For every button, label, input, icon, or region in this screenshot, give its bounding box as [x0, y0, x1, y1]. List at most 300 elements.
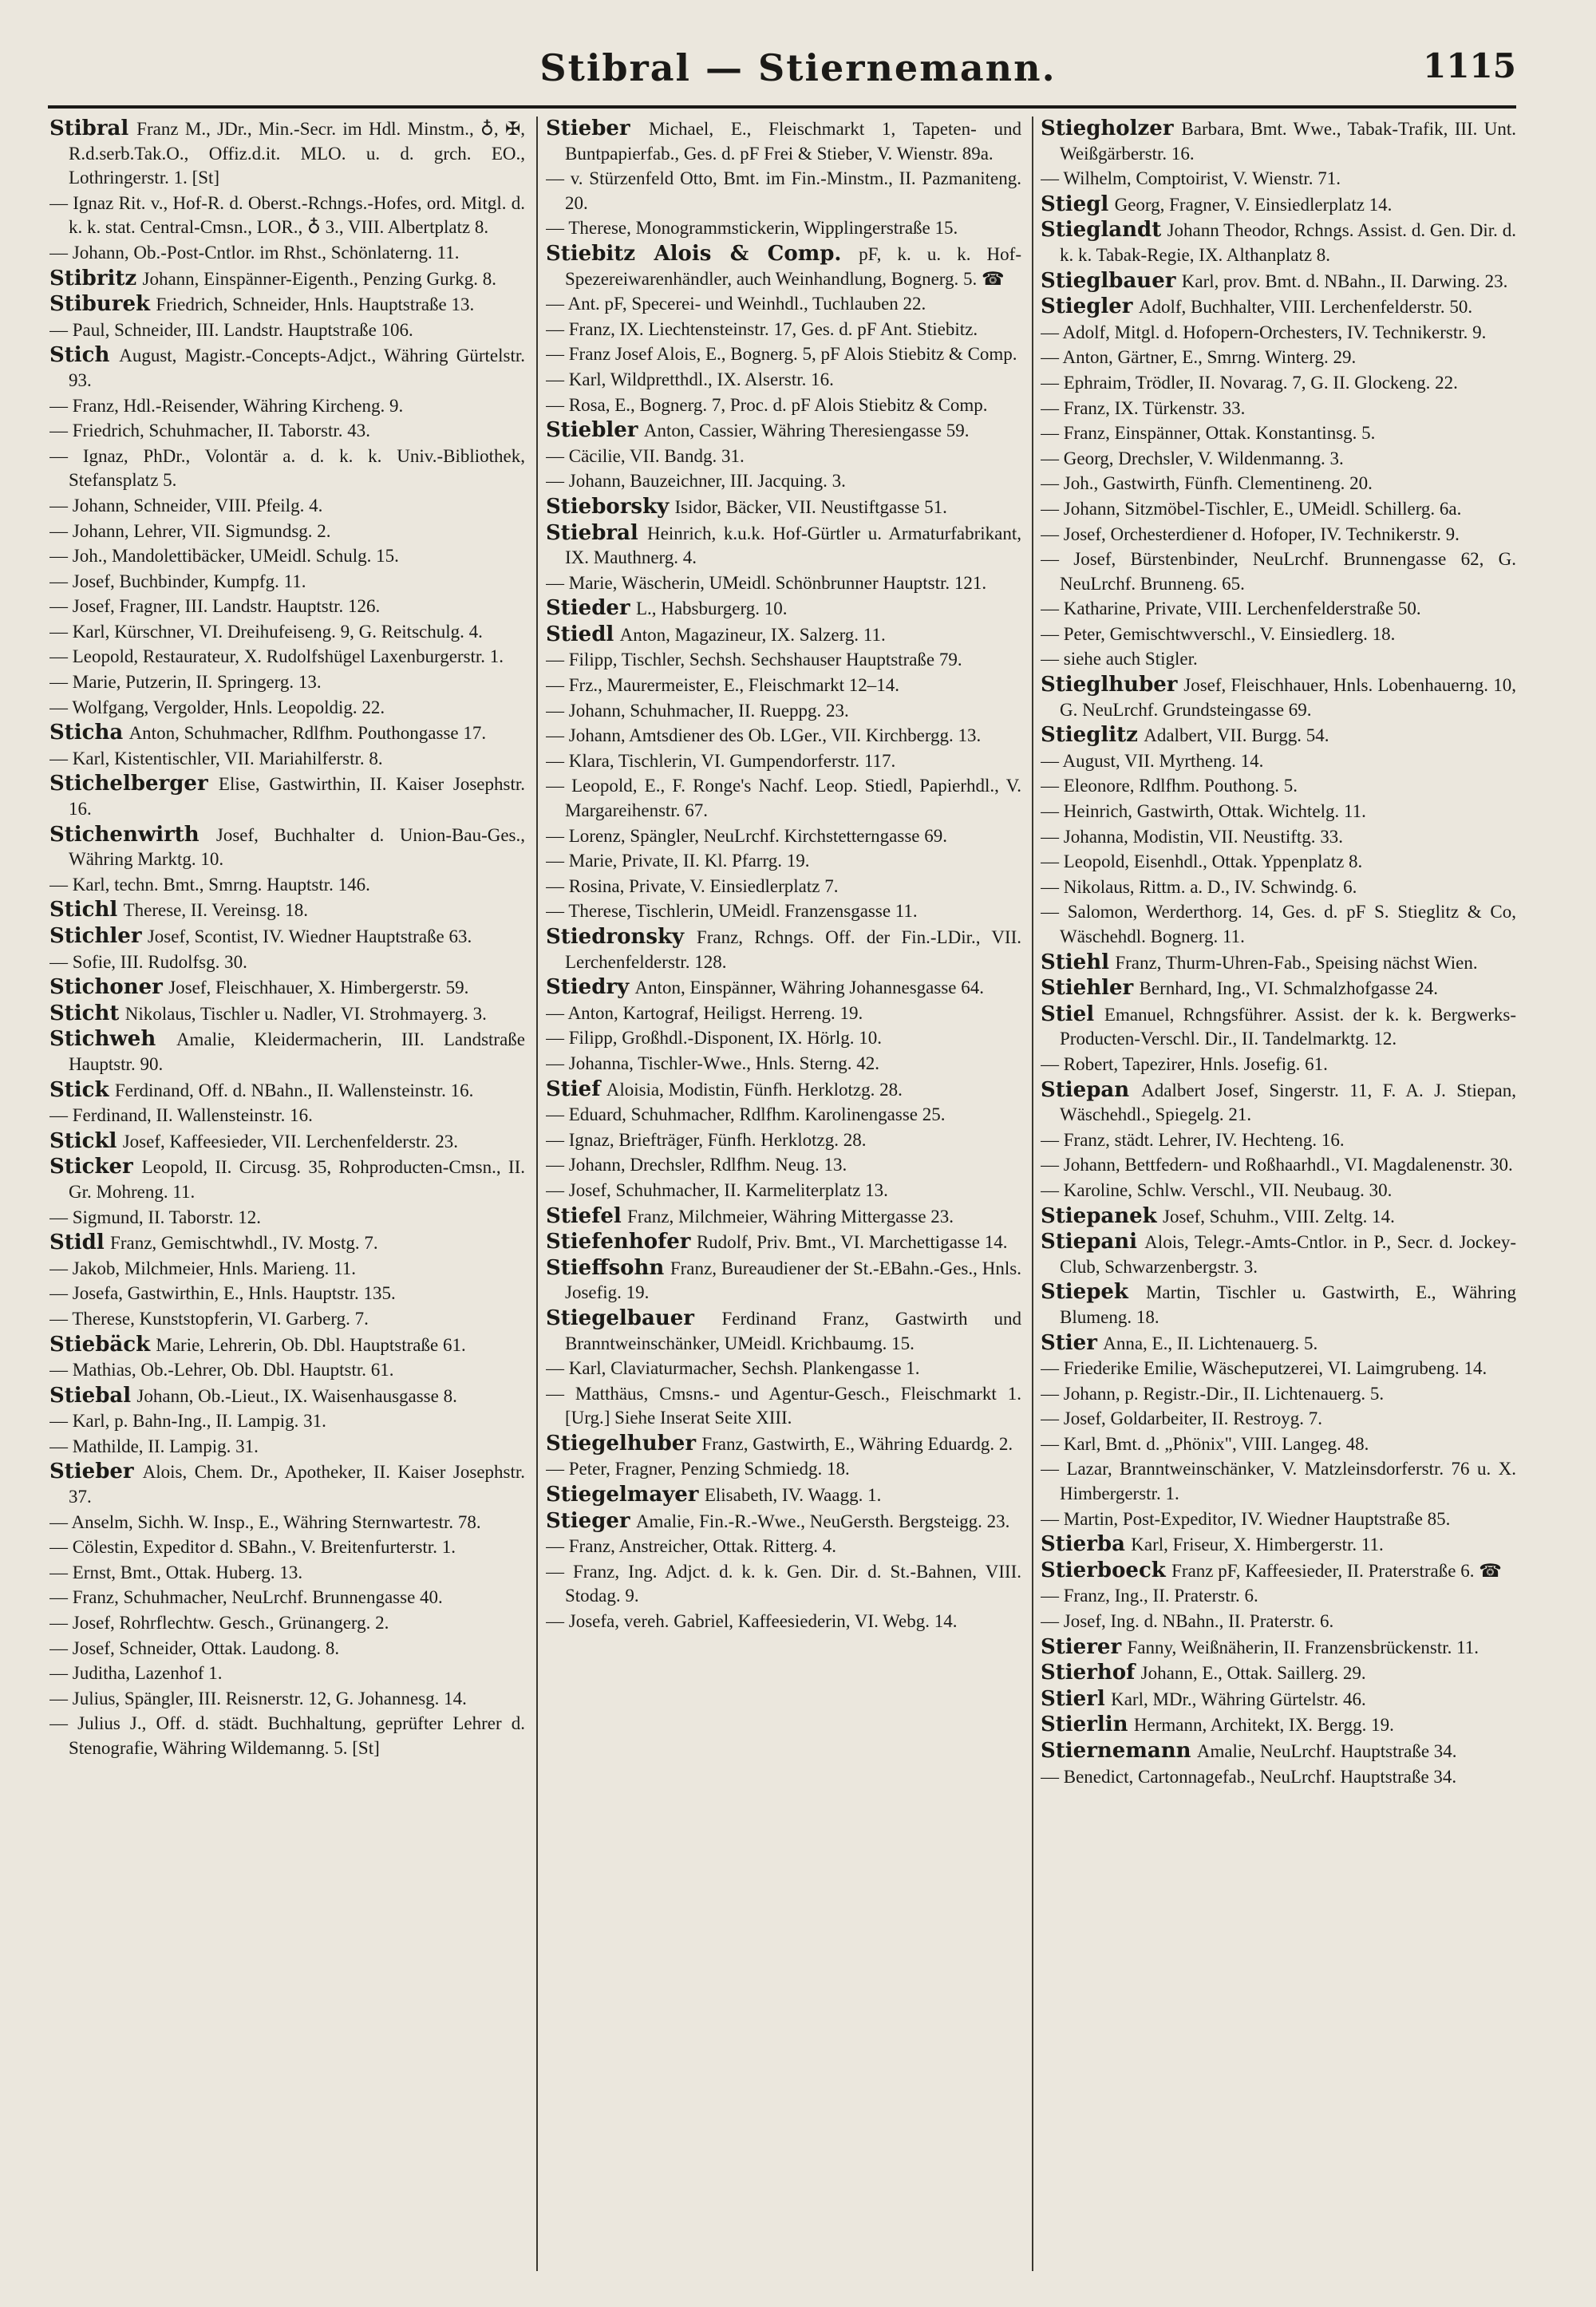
entry-surname: Stiehler	[1041, 976, 1134, 1001]
directory-entry	[546, 849, 1021, 874]
directory-entry	[1041, 547, 1516, 596]
entry-surname: Stidl	[49, 1231, 105, 1255]
directory-entry	[49, 544, 525, 569]
directory-entry	[1041, 1739, 1516, 1764]
entry-details: Johann, E., Ottak. Saillerg. 29.	[1140, 1663, 1366, 1684]
entry-surname: Stieglbauer	[1041, 268, 1176, 293]
entry-details: Amalie, NeuLrchf. Hauptstraße 34.	[1196, 1741, 1457, 1761]
directory-entry	[49, 1611, 525, 1636]
directory-entry	[546, 1256, 1021, 1306]
directory-entry	[1041, 1153, 1516, 1178]
directory-entry	[546, 571, 1021, 596]
entry-details: — Karoline, Schlw. Verschl., VII. Neubaug. 30.	[1041, 1179, 1393, 1200]
directory-entry	[1041, 447, 1516, 472]
entry-details: Elise, Gastwirthin, II. Kaiser Josephstr. 16.	[69, 774, 525, 820]
entry-details: — Ernst, Bmt., Ottak. Huberg. 13.	[49, 1562, 303, 1582]
directory-entry	[49, 595, 525, 619]
entry-surname: Stiebral	[546, 520, 638, 545]
entry-surname: Stiebitz Alois & Comp.	[546, 241, 842, 266]
directory-entry	[49, 747, 525, 772]
directory-entry	[1041, 900, 1516, 949]
entry-details: — Anton, Kartograf, Heiligst. Herreng. 19.	[546, 1002, 863, 1023]
entry-details: — Franz, städt. Lehrer, IV. Hechteng. 16.	[1041, 1129, 1345, 1150]
entry-details: Franz, Milchmeier, Währing Mittergasse 23.	[627, 1206, 954, 1227]
entry-details: Anton, Einspänner, Währing Johannesgasse 64.	[634, 978, 984, 998]
entry-details: — Josef, Rohrflechtw. Gesch., Grünangerg. 2.	[49, 1613, 389, 1633]
entry-details: Karl, Friseur, X. Himbergerstr. 11.	[1131, 1535, 1384, 1555]
directory-entry	[546, 167, 1021, 215]
directory-entry	[546, 1382, 1021, 1431]
entry-details: — Lorenz, Spängler, NeuLrchf. Kirchstetterngasse 69.	[546, 825, 947, 846]
entry-details: Johann, Ob.-Lieut., IX. Waisenhausgasse 8.	[136, 1385, 457, 1406]
entry-details: L., Habsburgerg. 10.	[635, 598, 788, 619]
entry-details: Anton, Schuhmacher, Rdlfhm. Pouthongasse 17.	[128, 723, 487, 744]
directory-entry	[1041, 371, 1516, 396]
entry-details: — Salomon, Werderthorg. 14, Ges. d. pF S. Stieglitz & Co, Wäschehdl. Bognerg. 11.	[1041, 902, 1516, 946]
directory-entry	[49, 1561, 525, 1586]
directory-entry	[49, 1460, 525, 1509]
directory-entry	[1041, 647, 1516, 672]
directory-entry	[546, 1610, 1021, 1634]
column-3	[1041, 117, 1516, 2271]
entry-details: — Johann, Bauzeichner, III. Jacquing. 3.	[546, 471, 846, 492]
directory-entry	[49, 1358, 525, 1383]
directory-entry	[1041, 950, 1516, 976]
entry-details: Ferdinand Franz, Gastwirth und Branntweinschänker, UMeidl. Krichbaumg. 15.	[565, 1308, 1021, 1353]
directory-entry	[49, 192, 525, 240]
entry-details: — Joh., Mandolettibäcker, UMeidl. Schulg. 15.	[49, 546, 399, 567]
entry-details: Bernhard, Ing., VI. Schmalzhofgasse 24.	[1139, 978, 1439, 999]
entry-details: — Karl, techn. Bmt., Smrng. Hauptstr. 146.	[49, 874, 370, 895]
column-2	[546, 117, 1021, 2271]
directory-entry	[49, 1586, 525, 1610]
directory-entry	[49, 950, 525, 975]
directory-entry	[546, 495, 1021, 520]
entry-details: Michael, E., Fleischmarkt 1, Tapeten- und Buntpapierfab., Ges. d. pF Frei & Stieber, V. Wienstr. 89a.	[565, 119, 1021, 164]
entry-details: — Leopold, E., F. Ronge's Nachf. Leop. Stiedl, Papierhdl., V. Margareihenstr. 67.	[546, 776, 1021, 821]
entry-surname: Stiehl	[1041, 950, 1109, 974]
entry-surname: Stibral	[49, 117, 129, 140]
entry-details: — Julius, Spängler, III. Reisnerstr. 12, G. Johannesg. 14.	[49, 1688, 467, 1709]
directory-entry	[49, 1027, 525, 1076]
entry-details: — Ferdinand, II. Wallensteinstr. 16.	[49, 1105, 313, 1126]
directory-entry	[49, 1282, 525, 1306]
directory-entry	[49, 1129, 525, 1155]
entry-details: — Johann, Bettfedern- und Roßhaarhdl., VI. Magdalenenstr. 30.	[1041, 1155, 1513, 1175]
entry-surname: Stiegelbauer	[546, 1306, 694, 1330]
entry-details: — Jakob, Milchmeier, Hnls. Marieng. 11.	[49, 1258, 357, 1278]
entry-details: — Franz, Anstreicher, Ottak. Ritterg. 4.	[546, 1536, 837, 1557]
entry-details: — Wilhelm, Comptoirist, V. Wienstr. 71.	[1041, 168, 1341, 189]
entry-details: — Leopold, Restaurateur, X. Rudolfshügel Laxenburgerstr. 1.	[49, 646, 504, 667]
entry-surname: Stiegelhuber	[546, 1431, 697, 1456]
directory-entry	[49, 1435, 525, 1460]
entry-details: — Marie, Private, II. Kl. Pfarrg. 19.	[546, 851, 810, 871]
directory-entry	[49, 1206, 525, 1231]
entry-details: — Peter, Gemischtwverschl., V. Einsiedlerg. 18.	[1041, 623, 1396, 644]
column-divider	[536, 117, 538, 2271]
directory-entry	[546, 1230, 1021, 1255]
directory-entry	[546, 1128, 1021, 1153]
entry-surname: Stiebler	[546, 418, 638, 443]
entry-details: — Johann, Schneider, VIII. Pfeilg. 4.	[49, 495, 323, 516]
entry-details: Josef, Buchhalter d. Union-Bau-Ges., Währing Marktg. 10.	[69, 824, 525, 870]
entry-details: pF, k. u. k. Hof-Spezereiwarenhändler, auch Weinhandlung, Bognerg. 5. ☎	[565, 243, 1021, 289]
entry-surname: Stierhof	[1041, 1661, 1136, 1685]
entry-details: — Sofie, III. Rudolfsg. 30.	[49, 951, 247, 972]
column-1	[49, 117, 525, 2271]
directory-entry	[546, 117, 1021, 166]
directory-entry	[546, 1026, 1021, 1051]
directory-entry	[1041, 1635, 1516, 1661]
directory-entry	[546, 1432, 1021, 1457]
directory-entry	[1041, 597, 1516, 622]
directory-entry	[49, 570, 525, 595]
entry-details: Franz, Rchngs. Off. der Fin.-LDir., VII. Lerchenfelderstr. 128.	[565, 927, 1021, 972]
entry-details: — Franz, IX. Liechtensteinstr. 17, Ges. d. pF Ant. Stiebitz.	[546, 318, 978, 339]
directory-entry	[546, 975, 1021, 1001]
directory-entry	[49, 1104, 525, 1128]
entry-surname: Stierlin	[1041, 1712, 1128, 1737]
directory-entry	[49, 1384, 525, 1409]
entry-details: — Anselm, Sichh. W. Insp., E., Währing Sternwartestr. 78.	[49, 1511, 481, 1532]
entry-details: Barbara, Bmt. Wwe., Tabak-Trafik, III. Unt. Weißgärberstr. 16.	[1060, 119, 1516, 164]
directory-entry	[1041, 723, 1516, 749]
entry-details: — Juditha, Lazenhof 1.	[49, 1663, 223, 1684]
directory-entry	[49, 898, 525, 923]
entry-surname: Stieber	[546, 117, 630, 140]
entry-details: — Adolf, Mitgl. d. Hofopern-Orchesters, IV. Technikerstr. 9.	[1041, 322, 1487, 342]
directory-entry	[1041, 497, 1516, 522]
entry-details: — Benedict, Cartonnagefab., NeuLrchf. Hauptstraße 34.	[1041, 1766, 1457, 1787]
entry-details: — Johann, Sitzmöbel-Tischler, E., UMeidl. Schillerg. 6a.	[1041, 498, 1462, 519]
directory-entry	[49, 1231, 525, 1256]
entry-details: Johann, Einspänner-Eigenth., Penzing Gurkg. 8.	[142, 268, 496, 289]
entry-surname: Sticker	[49, 1155, 133, 1179]
entry-surname: Stiel	[1041, 1001, 1095, 1026]
entry-details: — Josef, Schneider, Ottak. Laudong. 8.	[49, 1637, 340, 1658]
entry-details: Franz, Gemischtwhdl., IV. Mostg. 7.	[110, 1233, 378, 1254]
entry-surname: Stiernemann	[1041, 1739, 1191, 1763]
directory-entry	[1041, 1128, 1516, 1153]
directory-entry	[49, 1661, 525, 1686]
entry-details: — Josef, Ing. d. NBahn., II. Praterstr. 6.	[1041, 1611, 1334, 1632]
page-number: 1115	[1423, 46, 1516, 85]
entry-details: Adalbert, VII. Burgg. 54.	[1144, 725, 1329, 746]
directory-entry	[1041, 1230, 1516, 1279]
entry-details: — Franz, Hdl.-Reisender, Währing Kircheng. 9.	[49, 395, 404, 416]
directory-entry	[1041, 1532, 1516, 1558]
entry-surname: Stichenwirth	[49, 822, 200, 847]
directory-entry	[546, 368, 1021, 393]
entry-details: — Eleonore, Rdlfhm. Pouthong. 5.	[1041, 776, 1298, 796]
entry-details: Anton, Magazineur, IX. Salzerg. 11.	[619, 624, 886, 645]
entry-details: — Josef, Buchbinder, Kumpfg. 11.	[49, 571, 306, 591]
entry-surname: Stieglitz	[1041, 723, 1138, 748]
directory-entry	[49, 419, 525, 444]
directory-entry	[546, 1103, 1021, 1128]
entry-surname: Stichelberger	[49, 772, 208, 796]
entry-details: — Peter, Fragner, Penzing Schmiedg. 18.	[546, 1459, 850, 1479]
directory-entry	[1041, 1457, 1516, 1506]
directory-entry	[1041, 800, 1516, 824]
directory-entry	[546, 1457, 1021, 1482]
entry-details: Karl, MDr., Währing Gürtelstr. 46.	[1111, 1689, 1366, 1709]
entry-details: Anna, E., II. Lichtenauerg. 5.	[1103, 1333, 1318, 1353]
directory-entry	[49, 394, 525, 419]
page-header	[0, 46, 1596, 102]
directory-entry	[1041, 1610, 1516, 1634]
directory-entry	[49, 1001, 525, 1027]
entry-details: Adolf, Buchhalter, VIII. Lerchenfelderstr. 50.	[1138, 297, 1473, 318]
entry-details: — Johann, Drechsler, Rdlfhm. Neug. 13.	[546, 1155, 847, 1175]
entry-details: Friedrich, Schneider, Hnls. Hauptstraße 13.	[156, 294, 475, 315]
entry-details: Emanuel, Rchngsführer. Assist. der k. k. Bergwerks-Producten-Verschl. Dir., II. Tandelmarktg. 12.	[1060, 1004, 1516, 1049]
entry-details: Heinrich, k.u.k. Hof-Gürtler u. Armaturfabrikant, IX. Mauthnerg. 4.	[565, 523, 1021, 568]
entry-surname: Stichweh	[49, 1027, 156, 1052]
directory-entry	[546, 648, 1021, 673]
entry-details: — Julius J., Off. d. städt. Buchhaltung, geprüfter Lehrer d. Stenografie, Währing Wildemanng. 5. [St]	[49, 1713, 525, 1758]
directory-entry	[49, 1687, 525, 1712]
directory-entry	[546, 875, 1021, 899]
directory-entry	[49, 873, 525, 898]
directory-entry	[546, 699, 1021, 724]
directory-entry	[546, 596, 1021, 622]
directory-entry	[546, 1179, 1021, 1203]
directory-entry	[1041, 1407, 1516, 1432]
entry-details: — Ant. pF, Specerei- und Weinhdl., Tuchlauben 22.	[546, 294, 926, 314]
entry-surname: Stierboeck	[1041, 1558, 1166, 1582]
directory-entry	[546, 318, 1021, 342]
directory-entry	[49, 241, 525, 266]
entry-details: — Joh., Gastwirth, Fünfh. Clementineng. 20.	[1041, 473, 1373, 494]
directory-entry	[49, 1535, 525, 1560]
directory-entry	[1041, 774, 1516, 799]
entry-surname: Stieglhuber	[1041, 673, 1178, 697]
directory-entry	[1041, 1179, 1516, 1203]
entry-details: Fanny, Weißnäherin, II. Franzensbrückenstr. 11.	[1127, 1637, 1479, 1657]
entry-details: — Heinrich, Gastwirth, Ottak. Wichtelg. 11.	[1041, 801, 1366, 822]
directory-entry	[546, 242, 1021, 291]
entry-details: Josef, Schuhm., VIII. Zeltg. 14.	[1163, 1206, 1395, 1227]
entry-details: Nikolaus, Tischler u. Nadler, VI. Strohmayerg. 3.	[124, 1003, 487, 1024]
directory-entry	[546, 824, 1021, 849]
entry-details: — Filipp, Großhdl.-Disponent, IX. Hörlg. 10.	[546, 1028, 883, 1049]
entry-details: — Katharine, Private, VIII. Lerchenfelderstraße 50.	[1041, 598, 1421, 619]
directory-entry	[1041, 1382, 1516, 1407]
entry-details: — Frz., Maurermeister, E., Fleischmarkt 12–14.	[546, 675, 900, 696]
directory-entry	[1041, 269, 1516, 294]
directory-entry	[1041, 421, 1516, 446]
directory-entry	[49, 670, 525, 695]
entry-surname: Stieger	[546, 1508, 630, 1533]
entry-details: — Nikolaus, Rittm. a. D., IV. Schwindg. 6.	[1041, 876, 1357, 897]
directory-entry	[1041, 346, 1516, 370]
entry-surname: Stick	[49, 1077, 109, 1102]
directory-entry	[546, 1560, 1021, 1609]
entry-surname: Sticht	[49, 1001, 120, 1025]
entry-details: Karl, prov. Bmt. d. NBahn., II. Darwing. 23.	[1181, 271, 1508, 291]
directory-entry	[49, 1257, 525, 1282]
directory-entry	[49, 1409, 525, 1434]
directory-entry	[546, 393, 1021, 418]
directory-entry	[1041, 321, 1516, 346]
entry-details: — Rosina, Private, V. Einsiedlerplatz 7.	[546, 875, 839, 896]
directory-entry	[49, 1078, 525, 1104]
entry-details: — Johanna, Modistin, VII. Neustiftg. 33.	[1041, 826, 1344, 847]
entry-details: — Karl, Claviaturmacher, Sechsh. Plankengasse 1.	[546, 1358, 920, 1379]
entry-surname: Sticha	[49, 721, 124, 745]
entry-surname: Stichoner	[49, 975, 163, 1000]
entry-details: — Marie, Putzerin, II. Springerg. 13.	[49, 672, 322, 693]
entry-surname: Stiepek	[1041, 1280, 1128, 1305]
entry-details: — Wolfgang, Vergolder, Hnls. Leopoldig. 22.	[49, 697, 385, 717]
entry-surname: Stiepanek	[1041, 1203, 1157, 1228]
entry-details: Alois, Chem. Dr., Apotheker, II. Kaiser Josephstr. 37.	[69, 1462, 525, 1507]
entry-details: — August, VII. Myrtheng. 14.	[1041, 750, 1264, 771]
directory-entry	[1041, 397, 1516, 421]
entry-details: Rudolf, Priv. Bmt., VI. Marchettigasse 14.	[696, 1232, 1008, 1253]
directory-entry	[49, 975, 525, 1001]
entry-surname: Stiebal	[49, 1383, 132, 1408]
directory-entry	[1041, 1280, 1516, 1329]
directory-entry	[1041, 1357, 1516, 1381]
header-rule	[48, 105, 1516, 109]
directory-entry	[1041, 1078, 1516, 1128]
entry-details: — Karl, Kürschner, VI. Dreihufeiseng. 9, G. Reitschulg. 4.	[49, 621, 483, 642]
entry-details: August, Magistr.-Concepts-Adjct., Währing Gürtelstr. 93.	[69, 346, 525, 390]
directory-entry	[49, 292, 525, 318]
entry-details: Franz, Bureaudiener der St.-EBahn.-Ges., Hnls. Josefig. 19.	[565, 1258, 1021, 1303]
directory-entry	[1041, 1687, 1516, 1712]
entry-details: — Klara, Tischlerin, VI. Gumpendorferstr. 117.	[546, 750, 896, 771]
directory-entry	[1041, 1558, 1516, 1584]
entry-surname: Stieber	[49, 1460, 134, 1484]
entry-details: Johann Theodor, Rchngs. Assist. d. Gen. Dir. d. k. k. Tabak-Regie, IX. Althanplatz 8.	[1060, 220, 1516, 265]
entry-surname: Stier	[1041, 1330, 1097, 1355]
column-divider	[1032, 117, 1033, 2271]
entry-surname: Stiedry	[546, 975, 630, 1000]
directory-entry	[1041, 673, 1516, 722]
directory-entry	[49, 267, 525, 292]
entry-details: — Franz, Schuhmacher, NeuLrchf. Brunnengasse 40.	[49, 1587, 443, 1608]
directory-entry	[1041, 218, 1516, 267]
directory-entry	[546, 1509, 1021, 1535]
entry-details: — Josefa, vereh. Gabriel, Kaffeesiederin, VI. Webg. 14.	[546, 1611, 958, 1632]
entry-details: — Johann, Ob.-Post-Cntlor. im Rhst., Schönlaterng. 11.	[49, 242, 460, 263]
entry-details: Therese, II. Vereinsg. 18.	[123, 900, 309, 921]
entry-details: — Karl, Bmt. d. „Phönix", VIII. Langeg. 48.	[1041, 1433, 1369, 1454]
directory-entry	[1041, 1204, 1516, 1230]
entry-surname: Stiefel	[546, 1203, 622, 1228]
directory-entry	[49, 318, 525, 343]
entry-surname: Stiepani	[1041, 1230, 1138, 1254]
directory-entry	[1041, 1507, 1516, 1532]
entry-details: Marie, Lehrerin, Ob. Dbl. Hauptstraße 61.	[156, 1334, 466, 1355]
entry-surname: Stierba	[1041, 1532, 1125, 1557]
entry-surname: Stierl	[1041, 1686, 1105, 1711]
directory-entry	[546, 674, 1021, 698]
entry-details: — Therese, Monogrammstickerin, Wipplingerstraße 15.	[546, 218, 958, 239]
directory-entry	[1041, 976, 1516, 1001]
directory-entry	[49, 494, 525, 519]
page-title: Stibral — Stiernemann.	[539, 46, 1057, 89]
entry-details: — Karl, Wildpretthdl., IX. Alserstr. 16.	[546, 369, 834, 389]
directory-entry	[49, 620, 525, 645]
entry-surname: Stiburek	[49, 292, 151, 317]
entry-surname: Stibritz	[49, 266, 137, 290]
directory-entry	[49, 1307, 525, 1332]
directory-entry	[1041, 523, 1516, 547]
directory-entry	[546, 899, 1021, 924]
directory-entry	[546, 749, 1021, 774]
directory-entry	[49, 1155, 525, 1204]
entry-details: Georg, Fragner, V. Einsiedlerplatz 14.	[1114, 194, 1393, 215]
directory-entry	[1041, 472, 1516, 496]
entry-details: Anton, Cassier, Währing Theresiengasse 59.	[643, 421, 970, 441]
entry-details: Josef, Fleischhauer, X. Himbergerstr. 59.	[168, 978, 469, 998]
directory-entry	[546, 724, 1021, 749]
entry-details: Josef, Fleischhauer, Hnls. Lobenhauerng. 10, G. NeuLrchf. Grundsteingasse 69.	[1060, 675, 1516, 720]
directory-entry	[546, 444, 1021, 469]
directory-entry	[1041, 1432, 1516, 1457]
directory-entry	[546, 521, 1021, 571]
directory-entry	[1041, 1765, 1516, 1790]
directory-entry	[1041, 749, 1516, 774]
entry-details: — Leopold, Eisenhdl., Ottak. Yppenplatz 8.	[1041, 851, 1363, 872]
directory-entry	[546, 1077, 1021, 1103]
directory-entry	[49, 519, 525, 544]
directory-entry	[49, 343, 525, 393]
directory-entry	[546, 622, 1021, 648]
entry-details: — Cölestin, Expeditor d. SBahn., V. Breitenfurterstr. 1.	[49, 1537, 456, 1558]
entry-surname: Stiegelmayer	[546, 1483, 699, 1507]
directory-entry	[1041, 1331, 1516, 1357]
entry-details: — Josef, Fragner, III. Landstr. Hauptstr. 126.	[49, 596, 381, 617]
entry-details: — Georg, Drechsler, V. Wildenmanng. 3.	[1041, 448, 1344, 468]
entry-details: — Cäcilie, VII. Bandg. 31.	[546, 445, 745, 466]
entry-details: — Mathias, Ob.-Lehrer, Ob. Dbl. Hauptstr. 61.	[49, 1360, 394, 1381]
entry-details: — Friedrich, Schuhmacher, II. Taborstr. 43.	[49, 421, 371, 441]
entry-details: — Robert, Tapezirer, Hnls. Josefig. 61.	[1041, 1053, 1328, 1074]
entry-details: Martin, Tischler u. Gastwirth, E., Währing Blumeng. 18.	[1060, 1282, 1516, 1327]
entry-details: — Ignaz, Briefträger, Fünfh. Herklotzg. 28.	[546, 1129, 867, 1150]
entry-details: — Josef, Goldarbeiter, II. Restroyg. 7.	[1041, 1408, 1322, 1429]
directory-entry	[1041, 622, 1516, 647]
entry-details: — Friederike Emilie, Wäscheputzerei, VI. Laimgrubeng. 14.	[1041, 1358, 1487, 1379]
directory-entry	[546, 216, 1021, 241]
entry-details: — siehe auch Stigler.	[1041, 649, 1198, 670]
entry-surname: Stiedl	[546, 622, 614, 646]
entry-surname: Stichler	[49, 924, 142, 948]
directory-entry	[49, 772, 525, 821]
directory-entry	[546, 1052, 1021, 1076]
directory-entry	[49, 1511, 525, 1535]
entry-surname: Stichl	[49, 898, 118, 922]
directory-entry	[1041, 117, 1516, 166]
entry-surname: Stieffsohn	[546, 1255, 665, 1280]
directory-entry	[49, 823, 525, 872]
directory-entry	[546, 1153, 1021, 1178]
entry-details: — Karl, p. Bahn-Ing., II. Lampig. 31.	[49, 1411, 326, 1432]
entry-details: — Martin, Post-Expeditor, IV. Wiedner Hauptstraße 85.	[1041, 1508, 1451, 1529]
directory-entry	[49, 924, 525, 950]
directory-entry	[49, 1333, 525, 1358]
entry-details: — Filipp, Tischler, Sechsh. Sechshauser Hauptstraße 79.	[546, 650, 962, 670]
directory-entry	[1041, 1053, 1516, 1077]
entry-details: Franz pF, Kaffeesieder, II. Praterstraße 6. ☎	[1171, 1560, 1502, 1581]
directory-entry	[546, 774, 1021, 823]
